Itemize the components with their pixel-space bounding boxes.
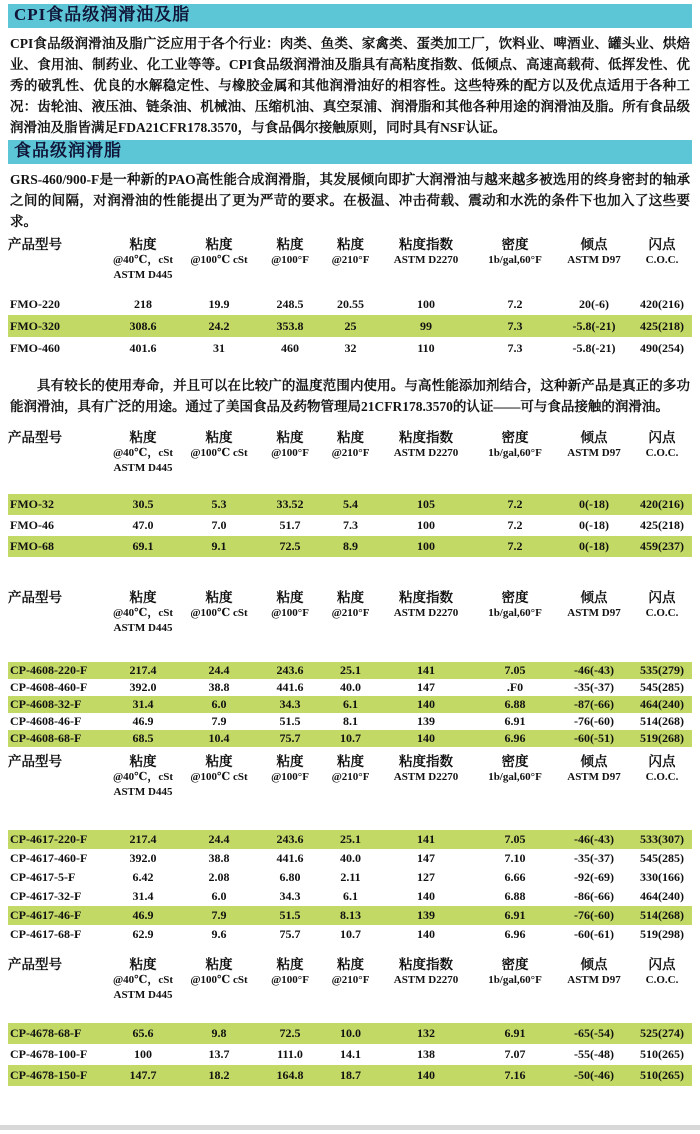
value-cell: 8.1 bbox=[343, 714, 358, 728]
section-title-grease: 食品级润滑脂 bbox=[14, 141, 122, 160]
table-row bbox=[8, 515, 692, 536]
column-header: 粘度 @40℃，cSt ASTM D445 bbox=[112, 430, 174, 474]
column-header: 密度 1b/gal,60°F bbox=[488, 957, 542, 986]
value-cell: 7.3 bbox=[507, 318, 523, 333]
table-row bbox=[8, 536, 692, 557]
value-cell: 30.5 bbox=[132, 497, 154, 511]
value-cell: 139 bbox=[417, 908, 435, 922]
value-cell: 7.16 bbox=[504, 1068, 526, 1082]
value-cell: 31.4 bbox=[132, 697, 154, 711]
value-cell: 510(265) bbox=[640, 1047, 684, 1061]
value-cell: -65(-54) bbox=[574, 1026, 614, 1040]
value-cell: 6.1 bbox=[343, 697, 358, 711]
value-cell: 330(166) bbox=[640, 870, 684, 884]
value-cell: 441.6 bbox=[276, 851, 304, 865]
value-cell: 441.6 bbox=[276, 680, 304, 694]
value-cell: 40.0 bbox=[340, 851, 361, 865]
column-header: 粘度 @210°F bbox=[331, 430, 370, 459]
value-cell: 13.7 bbox=[208, 1047, 230, 1061]
value-cell: 75.7 bbox=[279, 731, 301, 745]
value-cell: 100 bbox=[417, 296, 435, 311]
value-cell: -50(-46) bbox=[574, 1068, 614, 1082]
value-cell: 140 bbox=[417, 889, 435, 903]
value-cell: 217.4 bbox=[129, 663, 157, 677]
value-cell: 6.96 bbox=[504, 731, 526, 745]
value-cell: 72.5 bbox=[279, 539, 301, 553]
value-cell: 105 bbox=[417, 497, 435, 511]
value-cell: 2.08 bbox=[208, 870, 230, 884]
product-model-cell: FMO-460 bbox=[10, 340, 60, 355]
value-cell: 33.52 bbox=[276, 497, 304, 511]
fmo-low-viscosity-table bbox=[8, 429, 692, 557]
value-cell: 5.4 bbox=[343, 497, 358, 511]
value-cell: 514(268) bbox=[640, 908, 684, 922]
value-cell: 519(268) bbox=[640, 731, 684, 745]
value-cell: 545(285) bbox=[640, 851, 684, 865]
column-header: 粘度 @210°F bbox=[331, 590, 370, 619]
value-cell: 10.7 bbox=[340, 927, 361, 941]
value-cell: 164.8 bbox=[276, 1068, 304, 1082]
product-model-cell: CP-4617-68-F bbox=[10, 927, 82, 941]
table-row bbox=[8, 713, 692, 730]
value-cell: 25.1 bbox=[340, 832, 361, 846]
column-header: 粘度 @100°F bbox=[271, 754, 309, 783]
value-cell: 141 bbox=[417, 663, 435, 677]
value-cell: 460 bbox=[281, 340, 299, 355]
value-cell: 519(298) bbox=[640, 927, 684, 941]
value-cell: 127 bbox=[417, 870, 435, 884]
column-header: 粘度指数 ASTM D2270 bbox=[393, 237, 459, 266]
value-cell: 14.1 bbox=[340, 1047, 361, 1061]
column-header: 粘度 @210°F bbox=[331, 957, 370, 986]
value-cell: 6.88 bbox=[504, 889, 526, 903]
value-cell: 217.4 bbox=[129, 832, 157, 846]
value-cell: -46(-43) bbox=[574, 663, 614, 677]
cp-4617-table bbox=[8, 753, 692, 944]
column-header: 密度 1b/gal,60°F bbox=[488, 430, 542, 459]
value-cell: 147 bbox=[417, 680, 435, 694]
value-cell: 6.0 bbox=[211, 697, 227, 711]
column-header: 产品型号 bbox=[8, 430, 62, 445]
intro-paragraph: CPI食品级润滑油及脂广泛应用于各个行业：肉类、鱼类、家禽类、蛋类加工厂，饮料业、啤酒业、罐头业、烘焙业、食用油、制药业、化工业等等。CPI食品级润滑油及脂具有高粘度指数、低倾点、高速高载荷、低挥发性、优秀的破乳性、优良的水解稳定性、与橡胶金属和其他润滑油好的相容性。这些特殊的配方以及优点适用于各种工况：齿轮油、液压油、链条油、机械油、压缩机油、真空泵浦、润滑脂和其他各种用途的润滑油及脂。所有食品级润滑油及脂皆满足FDA21CFR178.3570，与食品偶尔接触原则，同时具有NSF认证。 bbox=[10, 36, 690, 135]
value-cell: 75.7 bbox=[279, 927, 301, 941]
value-cell: 6.91 bbox=[504, 1026, 526, 1040]
value-cell: -76(-60) bbox=[574, 714, 614, 728]
column-header: 粘度 @40℃，cSt ASTM D445 bbox=[112, 957, 174, 1001]
value-cell: 69.1 bbox=[132, 539, 154, 553]
value-cell: 24.2 bbox=[208, 318, 230, 333]
value-cell: 138 bbox=[417, 1047, 435, 1061]
value-cell: 535(279) bbox=[640, 663, 684, 677]
table-row bbox=[8, 849, 692, 868]
table-row bbox=[8, 830, 692, 849]
value-cell: 0(-18) bbox=[579, 497, 609, 511]
value-cell: 392.0 bbox=[129, 851, 157, 865]
value-cell: 2.11 bbox=[340, 870, 361, 884]
value-cell: -55(-48) bbox=[574, 1047, 614, 1061]
value-cell: 10.7 bbox=[340, 731, 361, 745]
column-header: 闪点 C.O.C. bbox=[645, 590, 679, 619]
certification-paragraph: 具有较长的使用寿命，并且可以在比较广的温度范围内使用。与高性能添加剂结合，这种新产品是真正的多功能润滑油，具有广泛的用途。通过了美国食品及药物管理局21CFR178.3570的认证——可与食品接触的润滑油。 bbox=[10, 378, 690, 414]
product-model-cell: FMO-32 bbox=[10, 497, 54, 511]
value-cell: 459(237) bbox=[640, 539, 684, 553]
value-cell: -60(-61) bbox=[574, 927, 614, 941]
table-row bbox=[8, 662, 692, 679]
value-cell: 18.7 bbox=[340, 1068, 361, 1082]
value-cell: 140 bbox=[417, 1068, 435, 1082]
value-cell: -60(-51) bbox=[574, 731, 614, 745]
value-cell: -92(-69) bbox=[574, 870, 614, 884]
value-cell: 533(307) bbox=[640, 832, 684, 846]
column-header: 产品型号 bbox=[8, 590, 62, 605]
value-cell: 62.9 bbox=[132, 927, 154, 941]
value-cell: 10.4 bbox=[208, 731, 230, 745]
value-cell: 110 bbox=[417, 340, 435, 355]
value-cell: .F0 bbox=[506, 680, 524, 694]
value-cell: 6.66 bbox=[504, 870, 526, 884]
column-header: 产品型号 bbox=[8, 754, 62, 769]
value-cell: 425(218) bbox=[640, 318, 684, 333]
value-cell: 420(216) bbox=[640, 296, 684, 311]
table-row bbox=[8, 696, 692, 713]
value-cell: 510(265) bbox=[640, 1068, 684, 1082]
value-cell: 248.5 bbox=[276, 296, 304, 311]
value-cell: 0(-18) bbox=[579, 539, 609, 553]
value-cell: 9.6 bbox=[211, 927, 227, 941]
product-model-cell: FMO-46 bbox=[10, 518, 54, 532]
value-cell: 243.6 bbox=[276, 832, 304, 846]
value-cell: 6.91 bbox=[504, 908, 526, 922]
value-cell: 20(-6) bbox=[579, 296, 609, 311]
table-header bbox=[8, 956, 692, 1023]
value-cell: 140 bbox=[417, 731, 435, 745]
value-cell: 111.0 bbox=[277, 1047, 303, 1061]
value-cell: -5.8(-21) bbox=[572, 318, 616, 333]
table-row bbox=[8, 868, 692, 887]
value-cell: 7.2 bbox=[507, 296, 523, 311]
product-model-cell: CP-4617-220-F bbox=[10, 832, 88, 846]
value-cell: 420(216) bbox=[640, 497, 684, 511]
column-header: 密度 1b/gal,60°F bbox=[488, 590, 542, 619]
value-cell: 6.42 bbox=[132, 870, 154, 884]
value-cell: 147 bbox=[417, 851, 435, 865]
product-model-cell: CP-4608-460-F bbox=[10, 680, 88, 694]
value-cell: 24.4 bbox=[208, 832, 230, 846]
table-header bbox=[8, 753, 692, 830]
value-cell: 9.8 bbox=[211, 1026, 227, 1040]
value-cell: 65.6 bbox=[132, 1026, 154, 1040]
section-title-oils: CPI食品级润滑油及脂 bbox=[14, 5, 191, 24]
column-header: 产品型号 bbox=[8, 957, 62, 972]
table-row bbox=[8, 315, 692, 337]
value-cell: 100 bbox=[417, 539, 435, 553]
value-cell: 34.3 bbox=[279, 889, 301, 903]
column-header: 粘度 @100°F bbox=[271, 430, 309, 459]
column-header: 粘度 @100℃ cSt bbox=[190, 237, 248, 266]
value-cell: 10.0 bbox=[340, 1026, 361, 1040]
value-cell: 25 bbox=[344, 318, 357, 333]
value-cell: 6.80 bbox=[279, 870, 301, 884]
product-model-cell: CP-4608-220-F bbox=[10, 663, 88, 677]
product-model-cell: CP-4617-5-F bbox=[10, 870, 76, 884]
value-cell: 425(218) bbox=[640, 518, 684, 532]
column-header: 粘度 @210°F bbox=[331, 754, 370, 783]
section-title-bar-grease bbox=[8, 140, 692, 164]
column-header: 粘度 @100℃ cSt bbox=[190, 590, 248, 619]
table-header bbox=[8, 429, 692, 494]
value-cell: 7.2 bbox=[507, 497, 523, 511]
column-header: 粘度指数 ASTM D2270 bbox=[393, 957, 459, 986]
value-cell: 46.9 bbox=[132, 714, 154, 728]
table-row bbox=[8, 1065, 692, 1086]
value-cell: 46.9 bbox=[132, 908, 154, 922]
fmo-high-viscosity-table bbox=[8, 236, 692, 359]
value-cell: 490(254) bbox=[640, 340, 684, 355]
value-cell: 7.05 bbox=[504, 832, 526, 846]
value-cell: 353.8 bbox=[276, 318, 304, 333]
column-header: 倾点 ASTM D97 bbox=[567, 957, 621, 986]
value-cell: 308.6 bbox=[129, 318, 157, 333]
table-row bbox=[8, 494, 692, 515]
value-cell: 40.0 bbox=[340, 680, 361, 694]
table-header bbox=[8, 236, 692, 293]
value-cell: 31.4 bbox=[132, 889, 154, 903]
column-header: 产品型号 bbox=[8, 237, 62, 252]
value-cell: 525(274) bbox=[640, 1026, 684, 1040]
column-header: 密度 1b/gal,60°F bbox=[488, 754, 542, 783]
table-header bbox=[8, 589, 692, 662]
column-header: 粘度指数 ASTM D2270 bbox=[393, 754, 459, 783]
value-cell: 9.1 bbox=[211, 539, 227, 553]
value-cell: 401.6 bbox=[129, 340, 157, 355]
value-cell: 464(240) bbox=[640, 889, 684, 903]
column-header: 粘度 @100°F bbox=[271, 957, 309, 986]
value-cell: 7.0 bbox=[211, 518, 227, 532]
column-header: 密度 1b/gal,60°F bbox=[488, 237, 542, 266]
value-cell: 38.8 bbox=[208, 851, 230, 865]
value-cell: 34.3 bbox=[279, 697, 301, 711]
value-cell: 31 bbox=[213, 340, 225, 355]
value-cell: 140 bbox=[417, 697, 435, 711]
table-row bbox=[8, 906, 692, 925]
value-cell: 51.5 bbox=[279, 714, 301, 728]
table-row bbox=[8, 337, 692, 359]
value-cell: 392.0 bbox=[129, 680, 157, 694]
column-header: 粘度 @100°F bbox=[271, 590, 309, 619]
product-model-cell: FMO-68 bbox=[10, 539, 54, 553]
value-cell: 7.9 bbox=[211, 908, 227, 922]
column-header: 粘度 @100℃ cSt bbox=[190, 957, 248, 986]
column-header: 粘度 @40℃，cSt ASTM D445 bbox=[112, 237, 174, 281]
value-cell: 99 bbox=[420, 318, 432, 333]
value-cell: 7.2 bbox=[507, 518, 523, 532]
value-cell: 139 bbox=[417, 714, 435, 728]
value-cell: 7.3 bbox=[343, 518, 358, 532]
value-cell: 8.9 bbox=[343, 539, 358, 553]
value-cell: 47.0 bbox=[132, 518, 154, 532]
value-cell: 218 bbox=[134, 296, 152, 311]
section-title-bar-oils bbox=[8, 4, 692, 28]
column-header: 闪点 C.O.C. bbox=[645, 957, 679, 986]
table-row bbox=[8, 1044, 692, 1065]
value-cell: 51.7 bbox=[279, 518, 301, 532]
value-cell: -76(-60) bbox=[574, 908, 614, 922]
value-cell: 51.5 bbox=[279, 908, 301, 922]
table-row bbox=[8, 293, 692, 315]
product-model-cell: CP-4678-68-F bbox=[10, 1026, 82, 1040]
column-header: 倾点 ASTM D97 bbox=[567, 754, 621, 783]
product-model-cell: CP-4678-150-F bbox=[10, 1068, 88, 1082]
column-header: 粘度 @40℃，cSt ASTM D445 bbox=[112, 754, 174, 798]
column-header: 倾点 ASTM D97 bbox=[567, 430, 621, 459]
value-cell: 5.3 bbox=[211, 497, 227, 511]
value-cell: 24.4 bbox=[208, 663, 230, 677]
product-model-cell: FMO-220 bbox=[10, 296, 60, 311]
table-row bbox=[8, 887, 692, 906]
column-header: 粘度 @100℃ cSt bbox=[190, 430, 248, 459]
column-header: 粘度指数 ASTM D2270 bbox=[393, 430, 459, 459]
value-cell: 0(-18) bbox=[579, 518, 609, 532]
table-row bbox=[8, 1023, 692, 1044]
product-model-cell: CP-4678-100-F bbox=[10, 1047, 88, 1061]
value-cell: 7.05 bbox=[504, 663, 526, 677]
product-model-cell: CP-4608-32-F bbox=[10, 697, 82, 711]
table-row bbox=[8, 679, 692, 696]
column-header: 粘度 @100℃ cSt bbox=[190, 754, 248, 783]
product-model-cell: CP-4617-460-F bbox=[10, 851, 88, 865]
value-cell: 7.9 bbox=[211, 714, 227, 728]
value-cell: 100 bbox=[134, 1047, 152, 1061]
product-model-cell: CP-4617-32-F bbox=[10, 889, 82, 903]
cp-4608-table bbox=[8, 589, 692, 747]
column-header: 倾点 ASTM D97 bbox=[567, 237, 621, 266]
column-header: 闪点 C.O.C. bbox=[645, 754, 679, 783]
value-cell: 6.91 bbox=[504, 714, 526, 728]
value-cell: -35(-37) bbox=[574, 680, 614, 694]
value-cell: 147.7 bbox=[129, 1068, 157, 1082]
column-header: 闪点 C.O.C. bbox=[645, 430, 679, 459]
value-cell: 100 bbox=[417, 518, 435, 532]
value-cell: 38.8 bbox=[208, 680, 230, 694]
value-cell: 32 bbox=[344, 340, 357, 355]
table-row bbox=[8, 925, 692, 944]
value-cell: -86(-66) bbox=[574, 889, 614, 903]
value-cell: 6.0 bbox=[211, 889, 227, 903]
value-cell: -5.8(-21) bbox=[572, 340, 616, 355]
value-cell: 7.07 bbox=[504, 1047, 526, 1061]
column-header: 粘度 @40℃，cSt ASTM D445 bbox=[112, 590, 174, 634]
product-model-cell: FMO-320 bbox=[10, 318, 60, 333]
cp-4678-table bbox=[8, 956, 692, 1086]
value-cell: 7.10 bbox=[504, 851, 526, 865]
value-cell: 19.9 bbox=[208, 296, 230, 311]
product-model-cell: CP-4608-46-F bbox=[10, 714, 82, 728]
value-cell: 20.55 bbox=[337, 296, 364, 311]
grease-paragraph: GRS-460/900-F是一种新的PAO高性能合成润滑脂，其发展倾向即扩大润滑油与越来越多被选用的终身密封的轴承之间的间隔，对润滑油的性能提出了更为严苛的要求。在极温、冲击荷载、震动和水洗的条件下也加入了这些要求。 bbox=[10, 172, 690, 229]
product-model-cell: CP-4608-68-F bbox=[10, 731, 82, 745]
value-cell: 7.2 bbox=[507, 539, 523, 553]
value-cell: 7.3 bbox=[507, 340, 523, 355]
value-cell: -87(-66) bbox=[574, 697, 614, 711]
value-cell: 464(240) bbox=[640, 697, 684, 711]
value-cell: 514(268) bbox=[640, 714, 684, 728]
value-cell: 6.1 bbox=[343, 889, 358, 903]
value-cell: -35(-37) bbox=[574, 851, 614, 865]
value-cell: 8.13 bbox=[340, 908, 361, 922]
table-row bbox=[8, 730, 692, 747]
value-cell: 72.5 bbox=[279, 1026, 301, 1040]
value-cell: 18.2 bbox=[208, 1068, 230, 1082]
column-header: 倾点 ASTM D97 bbox=[567, 590, 621, 619]
page-bottom-edge bbox=[0, 1125, 700, 1130]
value-cell: 6.96 bbox=[504, 927, 526, 941]
column-header: 粘度指数 ASTM D2270 bbox=[393, 590, 459, 619]
value-cell: 25.1 bbox=[340, 663, 361, 677]
value-cell: 6.88 bbox=[504, 697, 526, 711]
value-cell: 132 bbox=[417, 1026, 435, 1040]
value-cell: 68.5 bbox=[132, 731, 154, 745]
value-cell: -46(-43) bbox=[574, 832, 614, 846]
column-header: 粘度 @210°F bbox=[331, 237, 370, 266]
column-header: 闪点 C.O.C. bbox=[645, 237, 679, 266]
value-cell: 141 bbox=[417, 832, 435, 846]
value-cell: 243.6 bbox=[276, 663, 304, 677]
value-cell: 140 bbox=[417, 927, 435, 941]
value-cell: 545(285) bbox=[640, 680, 684, 694]
product-model-cell: CP-4617-46-F bbox=[10, 908, 82, 922]
column-header: 粘度 @100°F bbox=[271, 237, 309, 266]
